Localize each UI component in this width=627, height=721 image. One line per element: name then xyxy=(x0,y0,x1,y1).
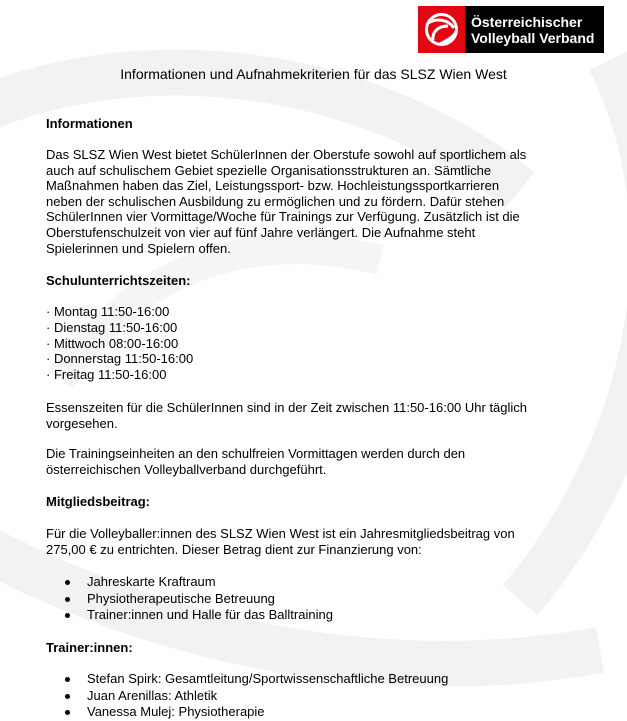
training-paragraph xyxy=(46,446,566,477)
page-title: Informationen und Aufnahmekriterien für das SLSZ Wien West xyxy=(120,66,507,82)
list-item: Physiotherapeutische Betreuung xyxy=(65,591,333,608)
heading-schulunterrichtszeiten: Schulunterrichtszeiten: xyxy=(46,273,191,288)
text-line: neben der schulischen Ausbildung zu ermöglichen und zu fördern. Dafür stehen xyxy=(46,193,505,209)
schedule-item: · Montag 11:50-16:00 xyxy=(46,304,170,319)
text-line: auch auf schulischem Gebiet spezielle Organisationsstrukturen an. Sämtliche xyxy=(46,162,492,178)
list-item: Jahreskarte Kraftraum xyxy=(65,574,333,591)
schedule-item: · Donnerstag 11:50-16:00 xyxy=(46,351,194,367)
logo-line-2: Volleyball Verband xyxy=(471,29,595,46)
list-item: Juan Arenillas: Athletik xyxy=(65,688,448,705)
mitgliedsbeitrag-bullet-list xyxy=(65,574,333,624)
list-item: Vanessa Mulej: Physiotherapie xyxy=(65,704,448,721)
logo-text xyxy=(465,14,594,46)
text-line: SchülerInnen vier Vormittage/Woche für Trainings zur Verfügung. Zusätzlich ist die xyxy=(46,209,520,225)
schedule-item: · Mittwoch 08:00-16:00 xyxy=(46,335,179,351)
essenszeiten-paragraph xyxy=(46,400,566,431)
list-item: Stefan Spirk: Gesamtleitung/Sportwissenschaftliche Betreuung xyxy=(65,671,448,688)
text-line: Die Trainingseinheiten an den schulfreien Vormittagen werden durch den xyxy=(46,446,466,461)
text-line: Oberstufenschulzeit von vier auf fünf Jahre verlängert. Die Aufnahme steht xyxy=(46,224,476,240)
text-line: Spielerinnen und Spielern offen. xyxy=(46,240,231,256)
text-line: Das SLSZ Wien West bietet SchülerInnen der Oberstufe sowohl auf sportlichem als xyxy=(46,147,527,162)
heading-trainer: Trainer:innen: xyxy=(46,640,133,655)
informationen-paragraph xyxy=(46,147,566,256)
text-line: Essenszeiten für die SchülerInnen sind in der Zeit zwischen 11:50-16:00 Uhr täglich xyxy=(46,400,528,415)
text-line: Maßnahmen haben das Ziel, Leistungssport- bzw. Hochleistungssportkarrieren xyxy=(46,178,500,194)
ovv-logo xyxy=(418,6,604,53)
text-line: 275,00 € zu entrichten. Dieser Betrag dient zur Finanzierung von: xyxy=(46,541,422,557)
schedule-list xyxy=(46,304,193,383)
volleyball-logo-icon xyxy=(418,6,465,53)
list-item: Trainer:innen und Halle für das Balltraining xyxy=(65,607,333,624)
logo-line-1: Österreichischer xyxy=(471,13,583,30)
text-line: Für die Volleyballer:innen des SLSZ Wien West ist ein Jahresmitgliedsbeitrag von xyxy=(46,526,515,541)
text-line: österreichischen Volleyballverband durchgeführt. xyxy=(46,461,327,477)
heading-informationen: Informationen xyxy=(46,116,133,131)
schedule-item: · Dienstag 11:50-16:00 xyxy=(46,319,178,335)
mitgliedsbeitrag-paragraph xyxy=(46,526,566,557)
heading-mitgliedsbeitrag: Mitgliedsbeitrag: xyxy=(46,494,151,509)
schedule-item: · Freitag 11:50-16:00 xyxy=(46,367,167,383)
text-line: vorgesehen. xyxy=(46,415,118,431)
trainer-bullet-list xyxy=(65,671,448,721)
